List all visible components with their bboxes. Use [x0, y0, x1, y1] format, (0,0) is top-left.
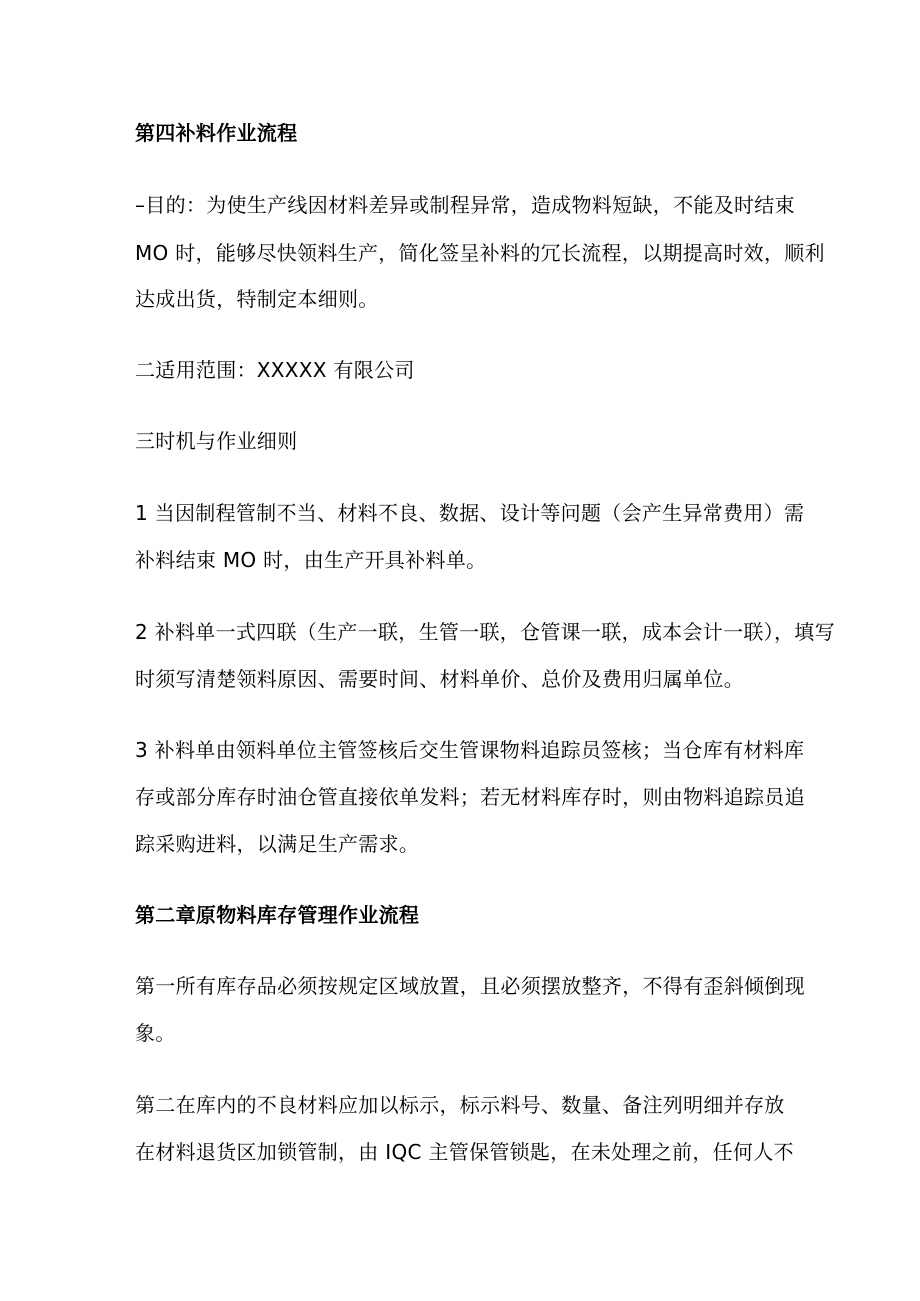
item-3-line-2: 存或部分库存时油仓管直接依单发料；若无材料库存时，则由物料追踪员追: [135, 785, 805, 809]
item-3-line-3: 踪采购进料，以满足生产需求。: [135, 832, 420, 856]
purpose-line-2: MO 时，能够尽快领料生产，简化签呈补料的冗长流程，以期提高时效，顺利: [135, 241, 825, 265]
item-2-line-1: 2 补料单一式四联（生产一联，生管一联，仓管课一联，成本会计一联），填写: [135, 620, 835, 644]
article-2-line-1: 第二在库内的不良材料应加以标示，标示料号、数量、备注列明细并存放: [135, 1093, 785, 1117]
purpose-line-1: –目的：为使生产线因材料差异或制程异常，造成物料短缺，不能及时结束: [135, 193, 795, 217]
item-2-line-2: 时须写清楚领料原因、需要时间、材料单价、总价及费用归属单位。: [135, 667, 744, 691]
section-4-heading: 第四补料作业流程: [135, 121, 298, 145]
item-1-line-1: 1 当因制程管制不当、材料不良、数据、设计等问题（会产生异常费用）需: [135, 501, 805, 525]
timing-heading: 三时机与作业细则: [135, 429, 298, 453]
article-1-line-2: 象。: [135, 1021, 176, 1045]
item-3-line-1: 3 补料单由领料单位主管签核后交生管课物料追踪员签核；当仓库有材料库: [135, 738, 805, 762]
scope-line: 二适用范围：XXXXX 有限公司: [135, 358, 415, 382]
article-2-line-2: 在材料退货区加锁管制，由 IQC 主管保管锁匙，在未处理之前，任何人不: [135, 1140, 794, 1164]
article-1-line-1: 第一所有库存品必须按规定区域放置，且必须摆放整齐，不得有歪斜倾倒现: [135, 974, 805, 998]
chapter-2-heading: 第二章原物料库存管理作业流程: [135, 903, 420, 927]
item-1-line-2: 补料结束 MO 时，由生产开具补料单。: [135, 548, 487, 572]
purpose-line-3: 达成出货，特制定本细则。: [135, 287, 379, 311]
